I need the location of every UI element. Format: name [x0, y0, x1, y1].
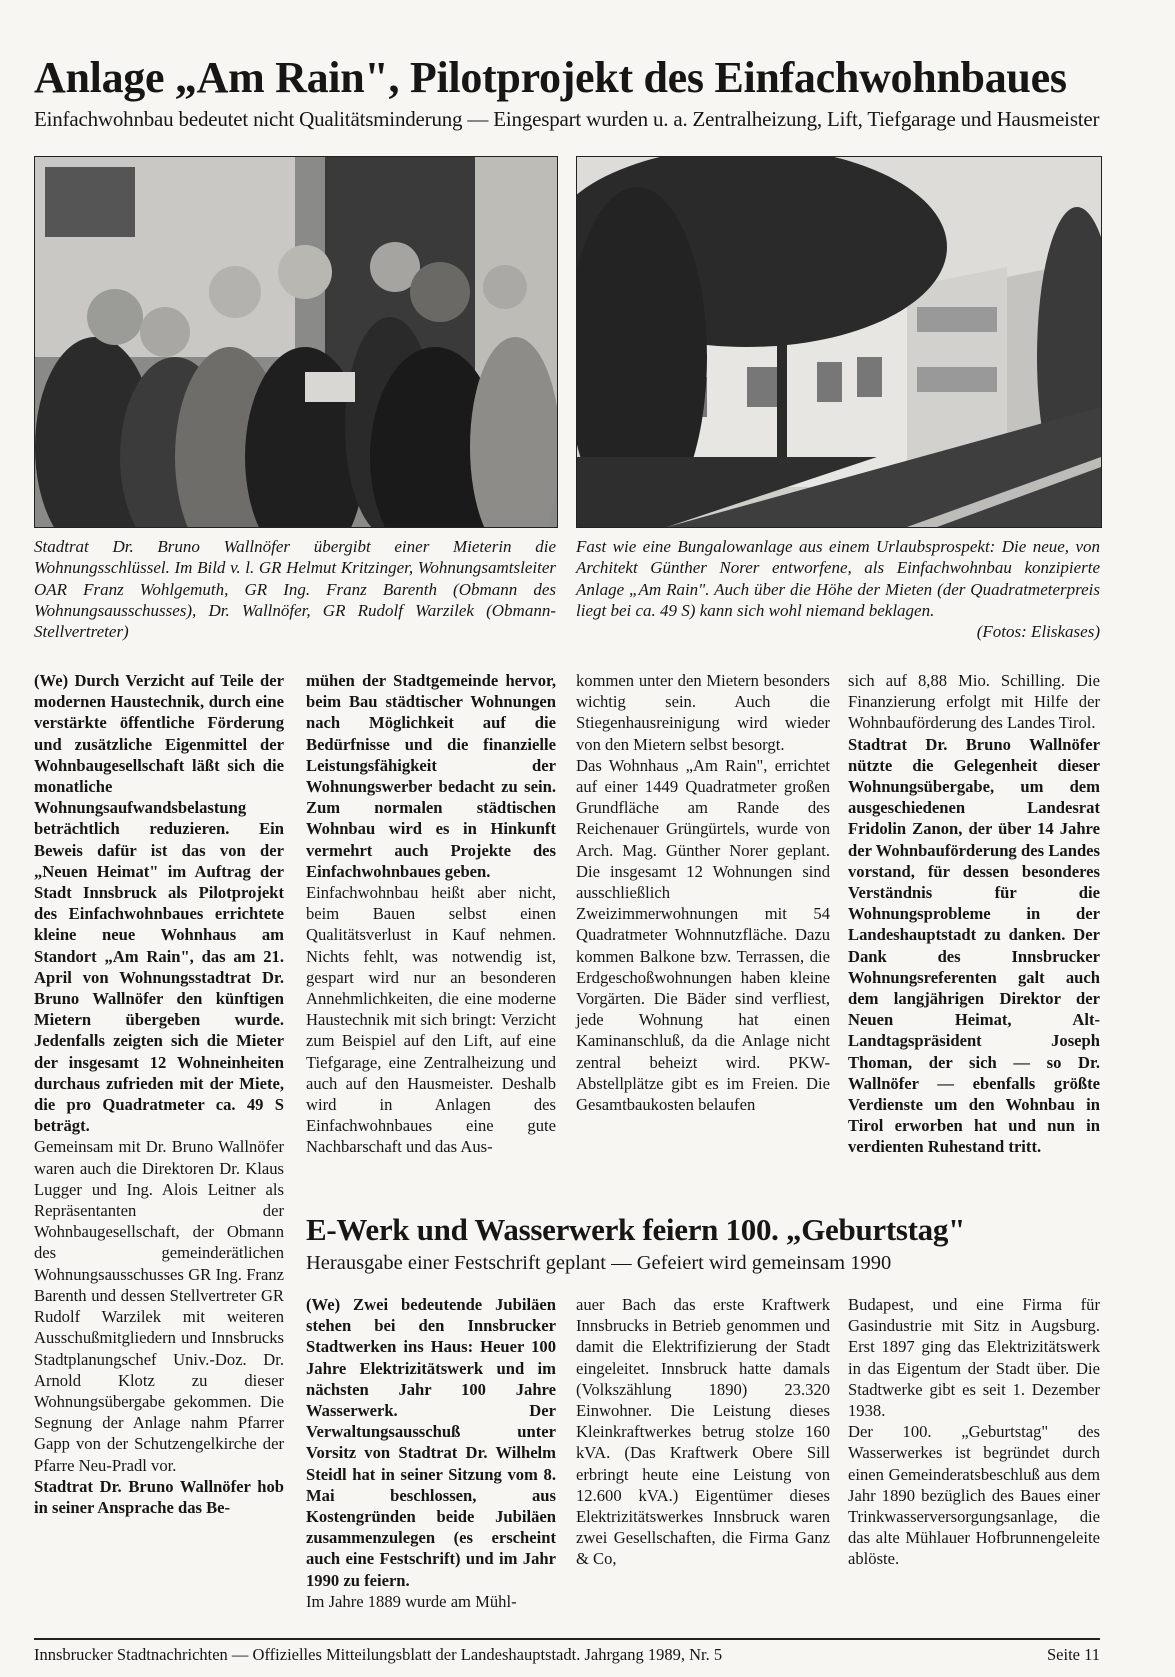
article1-column-3	[576, 670, 830, 1115]
article2-column-2	[576, 1294, 830, 1570]
article2-col3-body2: Der 100. „Geburtstag" des Wasserwerkes ist begründet durch einen Gemeinderatsbeschluß aus dem Jahr 1890 bezüglich des Baues einer Trinkwasserversorgungsanlage, die das alte Mühlauer Hofbrunnengeleite ablöste.	[848, 1422, 1100, 1569]
article1-col1-lead2: Stadtrat Dr. Bruno Wallnöfer hob in seiner Ansprache das Be-	[34, 1476, 284, 1517]
article1-col1-body: Gemeinsam mit Dr. Bruno Wallnöfer waren auch die Direktoren Dr. Klaus Lugger und Ing. Alois Leitner als Repräsentanten der Wohnbaugesellschaft, der Obmann des gemeinderätlichen Wohnungsausschusses GR Ing. Franz Barenth und dessen Stellvertreter GR Rudolf Warzilek mit weiteren Ausschußmitgliedern und Innsbrucks Stadtplanungschef Univ.-Doz. Dr. Arnold Klotz zu dieser Wohnungsübergabe gekommen. Die Segnung der Anlage nahm Pfarrer Gapp von der Schutzengelkirche der Pfarre Neu-Pradl vor.	[34, 1137, 284, 1475]
subheadline-e-werk: Herausgabe einer Festschrift geplant — Gefeiert wird gemeinsam 1990	[306, 1252, 892, 1274]
article1-col3-body2: Das Wohnhaus „Am Rain", errichtet auf einer 1449 Quadratmeter großen Grundfläche am Rande des Reichenauer Grüngürtels, wurde von Arch. Mag. Günther Norer geplant. Die insgesamt 12 Wohnungen sind ausschließlich Zweizimmerwohnungen mit 54 Quadratmeter Wohnnutzfläche. Dazu kommen Balkone bzw. Terrassen, die Erdgeschoßwohnungen haben kleine Vorgärten. Die Bäder sind verfliest, jede Wohnung hat einen Kaminanschluß, da die Anlage nicht zentral beheizt wird. PKW-Abstellplätze gibt es im Freien. Die Gesamtbaukosten belaufen	[576, 755, 830, 1115]
article2-col2-body: auer Bach das erste Kraftwerk Innsbrucks in Betrieb genommen und damit die Elektrifizierung der Stadt eingeleitet. Innsbruck hatte damals (Volkszählung 1890) 23.320 Einwohner. Die Leistung dieses Kleinkraftwerkes betrug stolze 160 kVA. (Das Kraftwerk Obere Sill erbringt heute eine Leistung von 12.600 kVA.) Eigentümer dieses Elektrizitätswerkes Innsbruck waren zwei Gesellschaften, die Firma Ganz & Co,	[576, 1295, 830, 1569]
article2-col1-body: Im Jahre 1889 wurde am Mühl-	[306, 1591, 517, 1611]
article1-column-2	[306, 670, 556, 1158]
photo-key-handover	[34, 156, 558, 528]
photo-building-am-rain	[576, 156, 1102, 528]
article2-column-3	[848, 1294, 1100, 1570]
article1-col4-body: sich auf 8,88 Mio. Schilling. Die Finanzierung erfolgt mit Hilfe der Wohnbauförderung des Landes Tirol.	[848, 671, 1100, 733]
photo-credit: (Fotos: Eliskases)	[976, 622, 1100, 642]
headline-am-rain: Anlage „Am Rain", Pilotprojekt des Einfachwohnbaues	[34, 53, 1067, 102]
article1-column-4	[848, 670, 1100, 1158]
article1-column-1	[34, 670, 284, 1518]
article2-column-1	[306, 1294, 556, 1612]
article1-col2-lead: mühen der Stadtgemeinde hervor, beim Bau städtischer Wohnungen nach Möglichkeit auf die Bedürfnisse und die finanzielle Leistungsfähigkeit der Wohnungswerber bedacht zu sein. Zum normalen städtischen Wohnbau wird es in Hinkunft vermehrt auch Projekte des Einfachwohnbaues geben.	[306, 671, 556, 881]
article1-col2-body: Einfachwohnbau heißt aber nicht, beim Bauen selbst einen Qualitätsverlust in Kauf nehmen. Nichts fehlt, was notwendig ist, gespart wird nur an besonderen Annehmlichkeiten, die eine moderne Haustechnik mit sich bringt: Verzicht zum Beispiel auf den Lift, auf eine Tiefgarage, eine Zentralheizung und auch auf den Hausmeister. Deshalb wird in Anlagen des Einfachwohnbaues eine gute Nachbarschaft und das Aus-	[306, 883, 556, 1157]
article1-col4-lead: Stadtrat Dr. Bruno Wallnöfer nützte die Gelegenheit dieser Wohnungsübergabe, um dem ausgeschiedenen Landesrat Fridolin Zanon, der über 14 Jahre der Wohnbauförderung des Landes vorstand, für dessen besonderes Verständnis für die Wohnungsprobleme in der Landeshauptstadt zu danken. Der Dank des Innsbrucker Wohnungsreferenten galt auch dem langjährigen Direktor der Neuen Heimat, Alt-Landtagspräsident Joseph Thoman, der sich — so Dr. Wallnöfer — ebenfalls größte Verdienste um den Wohnbau in Tirol erworben hat und nun in verdienten Ruhestand tritt.	[848, 734, 1100, 1157]
article1-col1-lead: (We) Durch Verzicht auf Teile der modernen Haustechnik, durch eine verstärkte öffentliche Förderung und zusätzliche Eigenmittel der Wohnbaugesellschaft läßt sich die monatliche Wohnungsaufwandsbelastung beträchtlich reduzieren. Ein Beweis dafür ist das von der „Neuen Heimat" im Auftrag der Stadt Innsbruck als Pilotprojekt des Einfachwohnbaues errichtete kleine neue Wohnhaus am Standort „Am Rain", das am 21. April von Wohnungsstadtrat Dr. Bruno Wallnöfer den künftigen Mietern übergeben wurde. Jedenfalls zeigten sich die Mieter der insgesamt 12 Wohneinheiten durchaus zufrieden mit der Miete, die pro Quadratmeter ca. 49 S beträgt.	[34, 671, 284, 1136]
footer	[34, 1645, 1100, 1665]
article2-col1-lead: (We) Zwei bedeutende Jubiläen stehen bei den Innsbrucker Stadtwerken ins Haus: Heuer 100 Jahre Elektrizitätswerk und im nächsten Jahr 100 Jahre Wasserwerk. Der Verwaltungsausschuß unter Vorsitz von Stadtrat Dr. Wilhelm Steidl hat in seiner Sitzung vom 8. Mai beschlossen, aus Kostengründen beide Jubiläen zusammenzulegen (es erscheint auch eine Festschrift) und im Jahr 1990 zu feiern.	[306, 1295, 556, 1590]
caption-left	[34, 536, 556, 642]
footer-publication: Innsbrucker Stadtnachrichten — Offizielles Mitteilungsblatt der Landeshauptstadt. Jahrgang 1989, Nr. 5	[34, 1645, 723, 1664]
article2-col3-body: Budapest, und eine Firma für Gasindustrie mit Sitz in Augsburg. Erst 1897 ging das Elektrizitätswerk in das Eigentum der Stadt über. Die Stadtwerke gibt es seit 1. Dezember 1938.	[848, 1295, 1100, 1421]
caption-left-text: Stadtrat Dr. Bruno Wallnöfer übergibt einer Mieterin die Wohnungsschlüssel. Im Bild v. l. GR Helmut Kritzinger, Wohnungsamtsleiter OAR Franz Wohlgemuth, GR Ing. Franz Barenth (Obmann des Wohnungsausschusses), Dr. Wallnöfer, GR Rudolf Warzilek (Obmann-Stellvertreter)	[34, 537, 556, 642]
caption-right	[576, 536, 1100, 642]
subheadline-am-rain: Einfachwohnbau bedeutet nicht Qualitätsminderung — Eingespart wurden u. a. Zentralheizung, Lift, Tiefgarage und Hausmeister	[34, 107, 1100, 131]
article1-col3-body: kommen unter den Mietern besonders wichtig sein. Auch die Stiegenhausreinigung wird wieder von den Mietern selbst besorgt.	[576, 671, 830, 754]
page-number: Seite 11	[1046, 1645, 1100, 1664]
caption-right-text: Fast wie eine Bungalowanlage aus einem Urlaubsprospekt: Die neue, von Architekt Günther Norer entworfene, als Einfachwohnbau konzipierte Anlage „Am Rain". Auch über die Höhe der Mieten (der Quadratmeterpreis liegt bei ca. 49 S) kann sich wohl niemand beklagen.	[576, 537, 1100, 620]
headline-e-werk: E-Werk und Wasserwerk feiern 100. „Geburtstag"	[306, 1212, 965, 1247]
footer-rule	[34, 1638, 1100, 1640]
